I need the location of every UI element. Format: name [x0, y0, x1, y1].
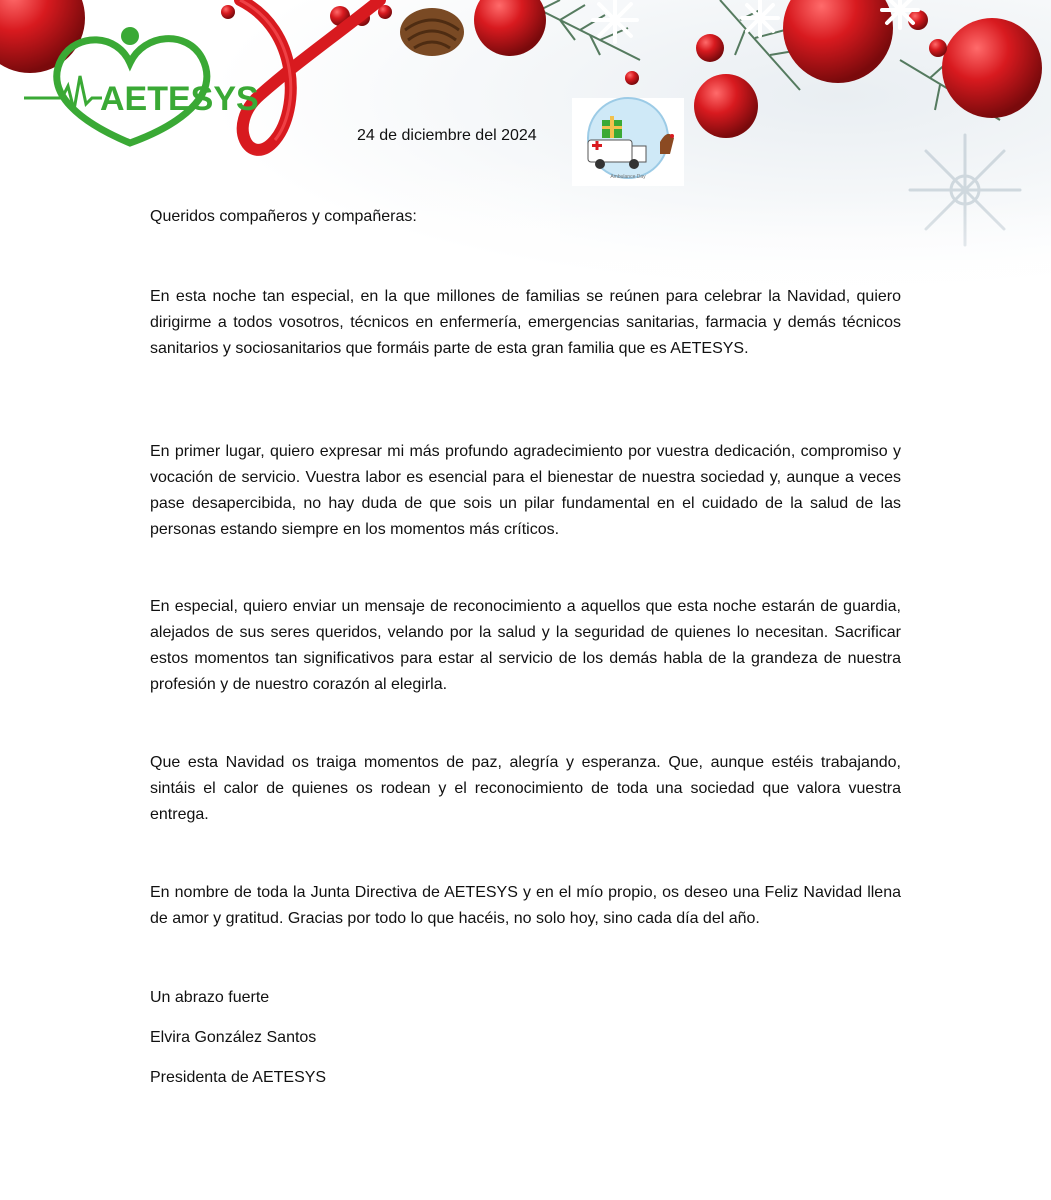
ambulance-badge — [572, 98, 684, 186]
heart-logo-icon — [22, 18, 259, 163]
letter-closing: Un abrazo fuerte — [150, 989, 270, 1006]
letter-greeting: Queridos compañeros y compañeras: — [150, 208, 417, 225]
paragraph-4: Que esta Navidad os traiga momentos de paz, alegría y esperanza. Que, aunque estéis trabajando, sintáis el calor de quienes os rodean y el reconocimiento de toda una sociedad que valora vuestra entrega. — [150, 754, 901, 823]
paragraph-2: En primer lugar, quiero expresar mi más profundo agradecimiento por vuestra dedicación, compromiso y vocación de servicio. Vuestra labor es esencial para el bienestar de nuestra sociedad y, aunque a veces pase desapercibida, no hay duda de que sois un pilar fundamental en el cuidado de la salud de las personas estando siempre en los momentos más críticos. — [150, 443, 901, 538]
paragraph-1: En esta noche tan especial, en la que millones de familias se reúnen para celebrar la Navidad, quiero dirigirme a todos vosotros, técnicos en enfermería, emergencias sanitarias, farmacia y demás técnicos sanitarios y sociosanitarios que formáis parte de esta gran familia que es AETESYS. — [150, 288, 901, 357]
paragraph-5: En nombre de toda la Junta Directiva de AETESYS y en el mío propio, os deseo una Feliz Navidad llena de amor y gratitud. Gracias por todo lo que hacéis, no solo hoy, sino cada día del año. — [150, 884, 901, 927]
signer-name: Elvira González Santos — [150, 1029, 317, 1046]
ambulance-christmas-icon — [572, 98, 684, 186]
logo-wordmark: AETESYS — [100, 80, 259, 118]
signer-title: Presidenta de AETESYS — [150, 1069, 327, 1086]
letter-date: 24 de diciembre del 2024 — [357, 127, 537, 144]
badge-caption: Ambulance Day — [610, 174, 646, 180]
paragraph-3: En especial, quiero enviar un mensaje de reconocimiento a aquellos que esta noche estarán de guardia, alejados de sus seres queridos, velando por la salud y la seguridad de quienes lo necesitan. Sacrificar estos momentos tan significativos para estar al servicio de los demás habla de la grandeza de nuestra profesión y de nuestro corazón al elegirla. — [150, 598, 901, 693]
aetesys-logo — [22, 18, 259, 163]
